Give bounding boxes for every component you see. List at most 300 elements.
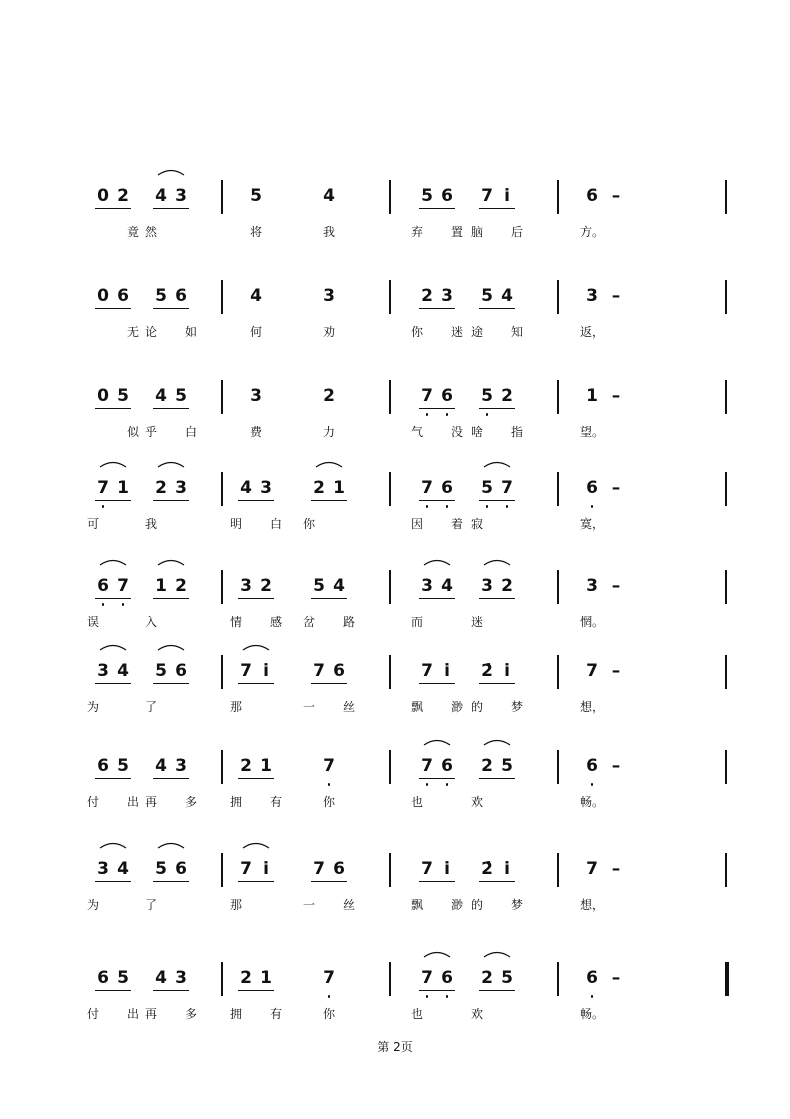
- note-digit: 6: [175, 859, 187, 879]
- barline: [725, 280, 727, 314]
- barline: [221, 380, 223, 414]
- note-digit: 1: [586, 386, 598, 406]
- barline: [557, 750, 559, 784]
- note-digit: 6: [97, 756, 109, 776]
- note-digit: 5: [313, 576, 325, 596]
- lyric-syllable: 再: [144, 795, 157, 809]
- lyric-syllable: 你: [410, 325, 423, 339]
- note-digit: 6: [175, 661, 187, 681]
- eighth-underline: [419, 990, 455, 991]
- lyric-syllable: 丝: [342, 898, 355, 912]
- octave-dot-below: [102, 603, 105, 606]
- note-digit: 5: [501, 756, 513, 776]
- note-digit: 0: [97, 186, 109, 206]
- note-digit: 7: [421, 756, 433, 776]
- octave-dot-below: [446, 505, 449, 508]
- eighth-underline: [153, 500, 189, 501]
- lyric-syllable: 飘: [410, 898, 423, 912]
- note-digit: 5: [481, 286, 493, 306]
- note-digit: 7: [421, 661, 433, 681]
- slur-arc: [422, 948, 452, 958]
- dash-extension: –: [611, 576, 621, 596]
- note-digit: 5: [501, 968, 513, 988]
- lyric-syllable: 竟: [126, 225, 139, 239]
- lyric-syllable: 无: [126, 325, 139, 339]
- lyric-syllable: 方。: [579, 225, 604, 239]
- note-digit: 4: [333, 576, 345, 596]
- slur-arc: [98, 641, 128, 651]
- lyric-syllable: 情: [229, 615, 242, 629]
- eighth-underline: [95, 881, 131, 882]
- eighth-underline: [311, 598, 347, 599]
- note-digit: 2: [313, 478, 325, 498]
- barline: [557, 962, 559, 996]
- lyric-syllable: 着: [450, 517, 463, 531]
- note-digit: 5: [155, 859, 167, 879]
- note-digit: i̇: [444, 859, 450, 879]
- octave-dot-below: [486, 413, 489, 416]
- note-digit: 7: [323, 968, 335, 988]
- lyric-syllable: 想，: [579, 898, 604, 912]
- eighth-underline: [419, 308, 455, 309]
- eighth-underline: [479, 208, 515, 209]
- octave-dot-below: [426, 995, 429, 998]
- slur-arc: [156, 166, 186, 176]
- eighth-underline: [95, 208, 131, 209]
- barline: [557, 570, 559, 604]
- note-digit: 6: [441, 386, 453, 406]
- dash-extension: –: [611, 661, 621, 681]
- score-line: [0, 655, 790, 725]
- note-digit: 6: [441, 478, 453, 498]
- note-digit: 4: [155, 386, 167, 406]
- lyric-syllable: 知: [510, 325, 523, 339]
- note-digit: 5: [481, 386, 493, 406]
- note-digit: 3: [175, 968, 187, 988]
- lyric-syllable: 的: [470, 700, 483, 714]
- score-line: [0, 280, 790, 350]
- eighth-underline: [95, 308, 131, 309]
- lyric-syllable: 如: [184, 325, 197, 339]
- note-digit: 3: [421, 576, 433, 596]
- barline: [221, 570, 223, 604]
- note-digit: i̇: [263, 661, 269, 681]
- lyric-syllable: 将: [249, 225, 262, 239]
- note-digit: 6: [117, 286, 129, 306]
- slur-arc: [98, 556, 128, 566]
- note-digit: 6: [586, 968, 598, 988]
- note-digit: 3: [97, 859, 109, 879]
- eighth-underline: [311, 500, 347, 501]
- eighth-underline: [153, 881, 189, 882]
- eighth-underline: [311, 683, 347, 684]
- note-digit: 2: [240, 968, 252, 988]
- note-digit: 3: [481, 576, 493, 596]
- lyric-syllable: 多: [184, 795, 197, 809]
- note-digit: 1: [260, 756, 272, 776]
- eighth-underline: [153, 308, 189, 309]
- note-digit: 4: [155, 186, 167, 206]
- eighth-underline: [153, 408, 189, 409]
- lyric-syllable: 你: [322, 1007, 335, 1021]
- score-line: [0, 750, 790, 820]
- lyric-syllable: 梦: [510, 898, 523, 912]
- note-digit: 5: [175, 386, 187, 406]
- note-digit: i̇: [504, 661, 510, 681]
- note-digit: 3: [175, 756, 187, 776]
- note-digit: 5: [117, 756, 129, 776]
- lyric-syllable: 有: [269, 1007, 282, 1021]
- lyric-syllable: 拥: [229, 1007, 242, 1021]
- note-digit: 2: [155, 478, 167, 498]
- barline: [725, 750, 727, 784]
- octave-dot-below: [446, 783, 449, 786]
- slur-arc: [422, 556, 452, 566]
- octave-dot-below: [591, 783, 594, 786]
- slur-arc: [156, 839, 186, 849]
- dash-extension: –: [611, 186, 621, 206]
- lyric-syllable: 啥: [470, 425, 483, 439]
- barline: [221, 853, 223, 887]
- lyric-syllable: 迷: [470, 615, 483, 629]
- note-digit: 7: [586, 859, 598, 879]
- eighth-underline: [419, 778, 455, 779]
- note-digit: 6: [441, 968, 453, 988]
- lyric-syllable: 丝: [342, 700, 355, 714]
- note-digit: 3: [240, 576, 252, 596]
- lyric-syllable: 付: [86, 795, 99, 809]
- note-digit: 2: [240, 756, 252, 776]
- final-barline: [725, 962, 729, 996]
- eighth-underline: [419, 598, 455, 599]
- eighth-underline: [95, 990, 131, 991]
- note-digit: 6: [175, 286, 187, 306]
- eighth-underline: [95, 500, 131, 501]
- lyric-syllable: 我: [144, 517, 157, 531]
- note-digit: 4: [240, 478, 252, 498]
- dash-extension: –: [611, 386, 621, 406]
- lyric-syllable: 那: [229, 898, 242, 912]
- eighth-underline: [95, 598, 131, 599]
- eighth-underline: [479, 598, 515, 599]
- note-digit: 7: [313, 859, 325, 879]
- note-digit: 3: [586, 576, 598, 596]
- eighth-underline: [153, 208, 189, 209]
- lyric-syllable: 多: [184, 1007, 197, 1021]
- eighth-underline: [238, 778, 274, 779]
- note-digit: 4: [155, 756, 167, 776]
- eighth-underline: [95, 408, 131, 409]
- note-digit: 7: [421, 386, 433, 406]
- note-digit: 2: [481, 968, 493, 988]
- note-digit: i̇: [504, 859, 510, 879]
- note-digit: 3: [175, 186, 187, 206]
- lyric-syllable: 力: [322, 425, 335, 439]
- lyric-syllable: 途: [470, 325, 483, 339]
- lyric-syllable: 因: [410, 517, 423, 531]
- lyric-syllable: 明: [229, 517, 242, 531]
- lyric-syllable: 梦: [510, 700, 523, 714]
- barline: [557, 280, 559, 314]
- octave-dot-below: [328, 995, 331, 998]
- note-digit: 7: [586, 661, 598, 681]
- octave-dot-below: [328, 783, 331, 786]
- eighth-underline: [153, 778, 189, 779]
- lyric-syllable: 我: [322, 225, 335, 239]
- note-digit: 3: [250, 386, 262, 406]
- slur-arc: [482, 736, 512, 746]
- barline: [557, 655, 559, 689]
- note-digit: 2: [117, 186, 129, 206]
- slur-arc: [156, 641, 186, 651]
- note-digit: 4: [501, 286, 513, 306]
- barline: [389, 962, 391, 996]
- lyric-syllable: 劝: [322, 325, 335, 339]
- note-digit: 2̇: [481, 859, 493, 879]
- eighth-underline: [238, 990, 274, 991]
- lyric-syllable: 为: [86, 700, 99, 714]
- lyric-syllable: 脑: [470, 225, 483, 239]
- note-digit: 1: [260, 968, 272, 988]
- barline: [221, 180, 223, 214]
- note-digit: 0: [97, 286, 109, 306]
- eighth-underline: [311, 881, 347, 882]
- eighth-underline: [419, 408, 455, 409]
- lyric-syllable: 误: [86, 615, 99, 629]
- eighth-underline: [153, 683, 189, 684]
- slur-arc: [241, 641, 271, 651]
- barline: [221, 280, 223, 314]
- eighth-underline: [419, 683, 455, 684]
- lyric-syllable: 指: [510, 425, 523, 439]
- eighth-underline: [238, 881, 274, 882]
- lyric-syllable: 论: [144, 325, 157, 339]
- slur-arc: [422, 736, 452, 746]
- note-digit: 3: [441, 286, 453, 306]
- lyric-syllable: 飘: [410, 700, 423, 714]
- lyric-syllable: 了: [144, 898, 157, 912]
- lyric-syllable: 何: [249, 325, 262, 339]
- note-digit: 5: [117, 968, 129, 988]
- note-digit: 2: [501, 576, 513, 596]
- lyric-syllable: 了: [144, 700, 157, 714]
- slur-arc: [482, 458, 512, 468]
- note-digit: i̇: [444, 661, 450, 681]
- lyric-syllable: 欢: [470, 795, 483, 809]
- octave-dot-below: [446, 413, 449, 416]
- eighth-underline: [419, 208, 455, 209]
- note-digit: 1: [333, 478, 345, 498]
- lyric-syllable: 费: [249, 425, 262, 439]
- slur-arc: [482, 948, 512, 958]
- eighth-underline: [153, 990, 189, 991]
- dash-extension: –: [611, 859, 621, 879]
- lyric-syllable: 一: [302, 898, 315, 912]
- eighth-underline: [479, 308, 515, 309]
- note-digit: 7: [421, 478, 433, 498]
- note-digit: 4: [117, 661, 129, 681]
- eighth-underline: [238, 598, 274, 599]
- barline: [557, 853, 559, 887]
- note-digit: 4: [250, 286, 262, 306]
- eighth-underline: [419, 881, 455, 882]
- barline: [389, 380, 391, 414]
- lyric-syllable: 寞，: [579, 517, 604, 531]
- lyric-syllable: 望。: [579, 425, 604, 439]
- lyric-syllable: 付: [86, 1007, 99, 1021]
- lyric-syllable: 弃: [410, 225, 423, 239]
- eighth-underline: [238, 683, 274, 684]
- lyric-syllable: 一: [302, 700, 315, 714]
- barline: [389, 853, 391, 887]
- octave-dot-below: [591, 505, 594, 508]
- note-digit: 7: [117, 576, 129, 596]
- lyric-syllable: 返，: [579, 325, 604, 339]
- lyric-syllable: 也: [410, 1007, 423, 1021]
- barline: [221, 750, 223, 784]
- octave-dot-below: [506, 505, 509, 508]
- slur-arc: [241, 839, 271, 849]
- note-digit: 0: [97, 386, 109, 406]
- note-digit: 4: [155, 968, 167, 988]
- slur-arc: [98, 839, 128, 849]
- lyric-syllable: 然: [144, 225, 157, 239]
- note-digit: 7: [97, 478, 109, 498]
- note-digit: 6: [441, 756, 453, 776]
- lyric-syllable: 出: [126, 1007, 139, 1021]
- note-digit: 2: [323, 386, 335, 406]
- eighth-underline: [479, 778, 515, 779]
- score-line: [0, 180, 790, 250]
- lyric-syllable: 再: [144, 1007, 157, 1021]
- lyric-syllable: 你: [302, 517, 315, 531]
- eighth-underline: [238, 500, 274, 501]
- lyric-syllable: 气: [410, 425, 423, 439]
- octave-dot-below: [446, 995, 449, 998]
- lyric-syllable: 寂: [470, 517, 483, 531]
- note-digit: 3: [175, 478, 187, 498]
- barline: [725, 853, 727, 887]
- lyric-syllable: 惘。: [579, 615, 604, 629]
- octave-dot-below: [426, 783, 429, 786]
- lyric-syllable: 迷: [450, 325, 463, 339]
- barline: [389, 750, 391, 784]
- note-digit: 2̇: [481, 661, 493, 681]
- octave-dot-below: [591, 995, 594, 998]
- lyric-syllable: 而: [410, 615, 423, 629]
- score-line: [0, 570, 790, 640]
- note-digit: 6: [333, 661, 345, 681]
- note-digit: 4: [323, 186, 335, 206]
- eighth-underline: [479, 683, 515, 684]
- barline: [389, 180, 391, 214]
- eighth-underline: [419, 500, 455, 501]
- note-digit: 2: [175, 576, 187, 596]
- lyric-syllable: 似: [126, 425, 139, 439]
- note-digit: 5: [155, 286, 167, 306]
- slur-arc: [98, 458, 128, 468]
- lyric-syllable: 后: [510, 225, 523, 239]
- barline: [221, 655, 223, 689]
- note-digit: 3: [97, 661, 109, 681]
- barline: [557, 472, 559, 506]
- lyric-syllable: 为: [86, 898, 99, 912]
- barline: [725, 472, 727, 506]
- note-digit: 1: [155, 576, 167, 596]
- octave-dot-below: [426, 413, 429, 416]
- barline: [725, 570, 727, 604]
- barline: [389, 655, 391, 689]
- barline: [389, 472, 391, 506]
- slur-arc: [156, 556, 186, 566]
- barline: [557, 380, 559, 414]
- lyric-syllable: 可: [86, 517, 99, 531]
- barline: [221, 962, 223, 996]
- note-digit: i̇: [263, 859, 269, 879]
- lyric-syllable: 有: [269, 795, 282, 809]
- dash-extension: –: [611, 286, 621, 306]
- lyric-syllable: 白: [269, 517, 282, 531]
- note-digit: 7: [421, 968, 433, 988]
- note-digit: 2: [501, 386, 513, 406]
- note-digit: 7: [313, 661, 325, 681]
- barline: [725, 655, 727, 689]
- slur-arc: [482, 556, 512, 566]
- lyric-syllable: 感: [269, 615, 282, 629]
- note-digit: 6: [333, 859, 345, 879]
- note-digit: 3: [260, 478, 272, 498]
- note-digit: 7: [240, 859, 252, 879]
- barline: [389, 280, 391, 314]
- barline: [725, 380, 727, 414]
- lyric-syllable: 渺: [450, 700, 463, 714]
- barline: [557, 180, 559, 214]
- octave-dot-below: [102, 505, 105, 508]
- note-digit: 3: [586, 286, 598, 306]
- lyric-syllable: 拥: [229, 795, 242, 809]
- lyric-syllable: 那: [229, 700, 242, 714]
- note-digit: 6: [441, 186, 453, 206]
- note-digit: 4: [441, 576, 453, 596]
- score-line: [0, 962, 790, 1032]
- dash-extension: –: [611, 756, 621, 776]
- page-number: 第 2页: [377, 1040, 413, 1054]
- note-digit: 2: [481, 756, 493, 776]
- barline: [725, 180, 727, 214]
- lyric-syllable: 渺: [450, 898, 463, 912]
- lyric-syllable: 乎: [144, 425, 157, 439]
- note-digit: 6: [586, 756, 598, 776]
- note-digit: 7: [481, 186, 493, 206]
- note-digit: 2: [421, 286, 433, 306]
- score-line: [0, 853, 790, 923]
- note-digit: 6: [586, 478, 598, 498]
- note-digit: 2: [260, 576, 272, 596]
- slur-arc: [314, 458, 344, 468]
- note-digit: 5: [421, 186, 433, 206]
- lyric-syllable: 岔: [302, 615, 315, 629]
- octave-dot-below: [122, 603, 125, 606]
- eighth-underline: [95, 778, 131, 779]
- note-digit: 7: [323, 756, 335, 776]
- lyric-syllable: 想，: [579, 700, 604, 714]
- note-digit: 4: [117, 859, 129, 879]
- lyric-syllable: 白: [184, 425, 197, 439]
- lyric-syllable: 出: [126, 795, 139, 809]
- lyric-syllable: 入: [144, 615, 157, 629]
- note-digit: 5: [250, 186, 262, 206]
- note-digit: 6: [97, 968, 109, 988]
